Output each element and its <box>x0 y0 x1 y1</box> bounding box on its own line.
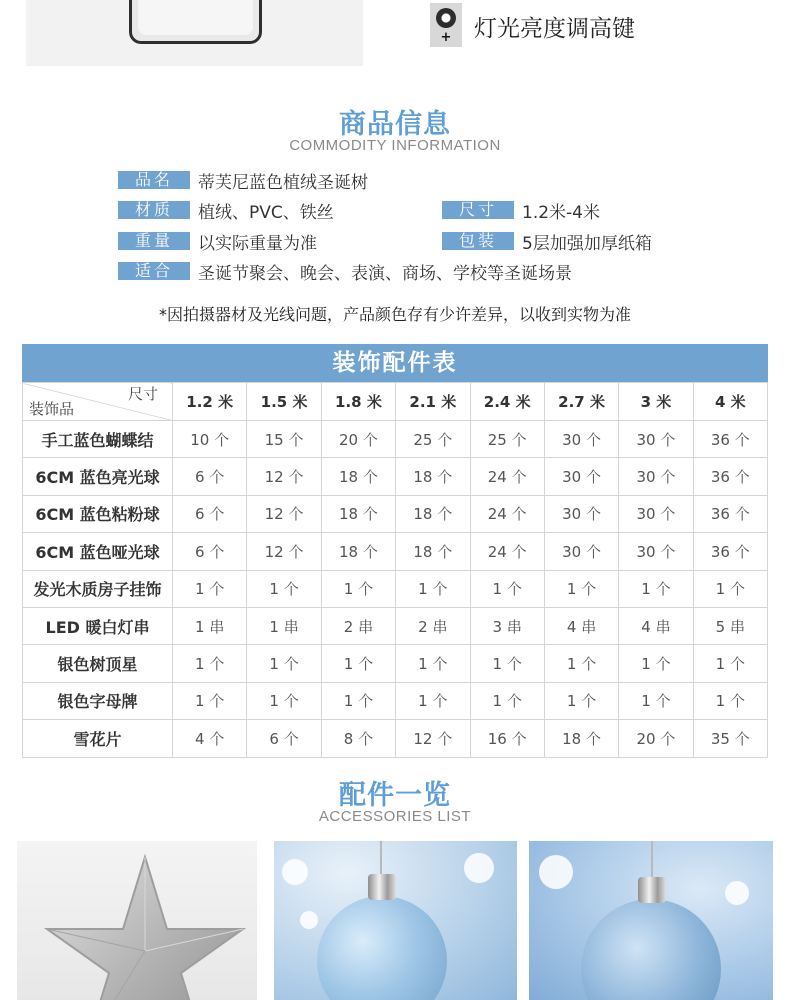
info-value: 蒂芙尼蓝色植绒圣诞树 <box>198 172 368 193</box>
quantity-cell: 1 个 <box>321 645 395 682</box>
quantity-cell: 15 个 <box>247 421 321 458</box>
quantity-cell: 20 个 <box>321 421 395 458</box>
remote-control-photo <box>26 0 363 66</box>
quantity-cell: 18 个 <box>396 495 470 532</box>
item-name-cell: 发光木质房子挂饰 <box>23 570 173 607</box>
table-row <box>23 720 768 757</box>
quantity-cell: 16 个 <box>470 720 544 757</box>
table-row <box>23 533 768 570</box>
info-value: 1.2米-4米 <box>522 202 600 223</box>
info-tag: 适合 <box>118 262 190 280</box>
quantity-cell: 6 个 <box>173 495 247 532</box>
remote-control-icon <box>129 0 262 44</box>
quantity-cell: 18 个 <box>396 458 470 495</box>
quantity-cell: 2 串 <box>321 607 395 644</box>
item-name-cell: 6CM 蓝色哑光球 <box>23 533 173 570</box>
info-tag: 尺寸 <box>442 201 514 219</box>
quantity-cell: 1 个 <box>247 682 321 719</box>
size-header: 4 米 <box>693 383 767 421</box>
table-row <box>23 570 768 607</box>
quantity-cell: 1 个 <box>693 645 767 682</box>
quantity-cell: 18 个 <box>321 533 395 570</box>
quantity-cell: 1 个 <box>470 682 544 719</box>
quantity-cell: 30 个 <box>544 533 618 570</box>
quantity-cell: 1 个 <box>693 570 767 607</box>
brightness-up-icon <box>430 3 462 47</box>
quantity-cell: 36 个 <box>693 458 767 495</box>
quantity-cell: 1 个 <box>396 682 470 719</box>
quantity-cell: 1 个 <box>693 682 767 719</box>
quantity-cell: 1 个 <box>173 682 247 719</box>
quantity-cell: 1 个 <box>619 682 693 719</box>
quantity-cell: 25 个 <box>470 421 544 458</box>
accessory-table <box>22 382 768 758</box>
table-row <box>23 607 768 644</box>
quantity-cell: 36 个 <box>693 495 767 532</box>
item-name-cell: 雪花片 <box>23 720 173 757</box>
corner-size-label: 尺寸 <box>127 385 158 403</box>
quantity-cell: 18 个 <box>544 720 618 757</box>
snow-decoration <box>539 855 573 889</box>
quantity-cell: 18 个 <box>321 458 395 495</box>
quantity-cell: 2 串 <box>396 607 470 644</box>
quantity-cell: 12 个 <box>247 458 321 495</box>
quantity-cell: 5 串 <box>693 607 767 644</box>
size-header: 1.8 米 <box>321 383 395 421</box>
info-row-suitable <box>118 261 572 284</box>
quantity-cell: 18 个 <box>321 495 395 532</box>
ornament-cap <box>638 877 666 903</box>
quantity-cell: 30 个 <box>544 421 618 458</box>
quantity-cell: 25 个 <box>396 421 470 458</box>
quantity-cell: 1 串 <box>247 607 321 644</box>
snow-decoration <box>282 859 308 885</box>
quantity-cell: 1 个 <box>544 645 618 682</box>
snow-decoration <box>464 853 494 883</box>
size-header: 2.4 米 <box>470 383 544 421</box>
item-name-cell: LED 暖白灯串 <box>23 607 173 644</box>
item-name-cell: 银色树顶星 <box>23 645 173 682</box>
quantity-cell: 24 个 <box>470 495 544 532</box>
silver-star-photo <box>17 841 257 1000</box>
size-header: 2.7 米 <box>544 383 618 421</box>
quantity-cell: 1 个 <box>619 645 693 682</box>
quantity-cell: 1 个 <box>396 570 470 607</box>
table-title: 装饰配件表 <box>22 344 768 382</box>
quantity-cell: 1 个 <box>396 645 470 682</box>
info-row-weight <box>118 231 317 254</box>
quantity-cell: 1 个 <box>470 645 544 682</box>
info-row-size <box>442 200 600 223</box>
info-tag: 材质 <box>118 201 190 219</box>
corner-item-label: 装饰品 <box>29 400 75 418</box>
star-topper-icon <box>17 841 257 1000</box>
info-row-package <box>442 231 652 254</box>
quantity-cell: 1 个 <box>247 645 321 682</box>
size-header: 1.2 米 <box>173 383 247 421</box>
info-value: 植绒、PVC、铁丝 <box>198 202 334 223</box>
quantity-cell: 36 个 <box>693 533 767 570</box>
quantity-cell: 4 个 <box>173 720 247 757</box>
table-corner-cell <box>23 383 173 421</box>
quantity-cell: 3 串 <box>470 607 544 644</box>
info-tag: 包装 <box>442 232 514 250</box>
sun-icon <box>436 8 456 28</box>
ornament-hook <box>380 841 382 877</box>
quantity-cell: 1 个 <box>247 570 321 607</box>
table-row <box>23 682 768 719</box>
accessories-section-title: 配件一览 <box>339 780 451 811</box>
table-row <box>23 458 768 495</box>
quantity-cell: 6 个 <box>247 720 321 757</box>
size-header: 1.5 米 <box>247 383 321 421</box>
quantity-cell: 1 个 <box>173 570 247 607</box>
quantity-cell: 1 个 <box>470 570 544 607</box>
quantity-cell: 30 个 <box>544 495 618 532</box>
quantity-cell: 4 串 <box>619 607 693 644</box>
accessories-section-subtitle: ACCESSORIES LIST <box>318 808 472 825</box>
quantity-cell: 35 个 <box>693 720 767 757</box>
quantity-cell: 20 个 <box>619 720 693 757</box>
table-row <box>23 421 768 458</box>
info-value: 5层加强加厚纸箱 <box>522 233 652 254</box>
glitter-ball-photo <box>529 841 773 1000</box>
quantity-cell: 36 个 <box>693 421 767 458</box>
color-disclaimer: *因拍摄器材及光线问题，产品颜色存有少许差异，以收到实物为准 <box>158 305 631 324</box>
ornament-hook <box>651 841 653 881</box>
quantity-cell: 30 个 <box>619 495 693 532</box>
quantity-cell: 12 个 <box>247 495 321 532</box>
info-tag: 品名 <box>118 171 190 189</box>
size-header: 3 米 <box>619 383 693 421</box>
size-header: 2.1 米 <box>396 383 470 421</box>
quantity-cell: 1 个 <box>173 645 247 682</box>
top-strip <box>0 0 790 80</box>
plus-icon: + <box>440 30 452 45</box>
snow-decoration <box>725 881 749 905</box>
matte-ball-photo <box>274 841 517 1000</box>
quantity-cell: 18 个 <box>396 533 470 570</box>
quantity-cell: 4 串 <box>544 607 618 644</box>
glitter-blue-ball <box>581 899 721 1000</box>
info-section-subtitle: COMMODITY INFORMATION <box>289 137 501 154</box>
quantity-cell: 24 个 <box>470 533 544 570</box>
quantity-cell: 30 个 <box>619 421 693 458</box>
item-name-cell: 6CM 蓝色亮光球 <box>23 458 173 495</box>
info-value: 圣诞节聚会、晚会、表演、商场、学校等圣诞场景 <box>198 263 572 284</box>
info-value: 以实际重量为准 <box>198 233 317 254</box>
item-name-cell: 银色字母牌 <box>23 682 173 719</box>
info-row-name <box>118 170 368 193</box>
item-name-cell: 手工蓝色蝴蝶结 <box>23 421 173 458</box>
quantity-cell: 24 个 <box>470 458 544 495</box>
quantity-cell: 10 个 <box>173 421 247 458</box>
quantity-cell: 1 串 <box>173 607 247 644</box>
ornament-cap <box>368 874 396 900</box>
quantity-cell: 1 个 <box>619 570 693 607</box>
info-row-material <box>118 200 334 223</box>
item-name-cell: 6CM 蓝色粘粉球 <box>23 495 173 532</box>
info-section-title: 商品信息 <box>339 109 451 140</box>
quantity-cell: 30 个 <box>544 458 618 495</box>
table-row <box>23 495 768 532</box>
quantity-cell: 12 个 <box>247 533 321 570</box>
quantity-cell: 30 个 <box>619 533 693 570</box>
table-header-row <box>23 383 768 421</box>
quantity-cell: 6 个 <box>173 533 247 570</box>
matte-blue-ball <box>317 896 447 1000</box>
quantity-cell: 1 个 <box>544 570 618 607</box>
table-row <box>23 645 768 682</box>
quantity-cell: 1 个 <box>321 570 395 607</box>
quantity-cell: 1 个 <box>544 682 618 719</box>
quantity-cell: 6 个 <box>173 458 247 495</box>
quantity-cell: 30 个 <box>619 458 693 495</box>
quantity-cell: 12 个 <box>396 720 470 757</box>
quantity-cell: 1 个 <box>321 682 395 719</box>
snow-decoration <box>300 911 318 929</box>
info-tag: 重量 <box>118 232 190 250</box>
quantity-cell: 8 个 <box>321 720 395 757</box>
brightness-key-label: 灯光亮度调高键 <box>474 16 635 42</box>
